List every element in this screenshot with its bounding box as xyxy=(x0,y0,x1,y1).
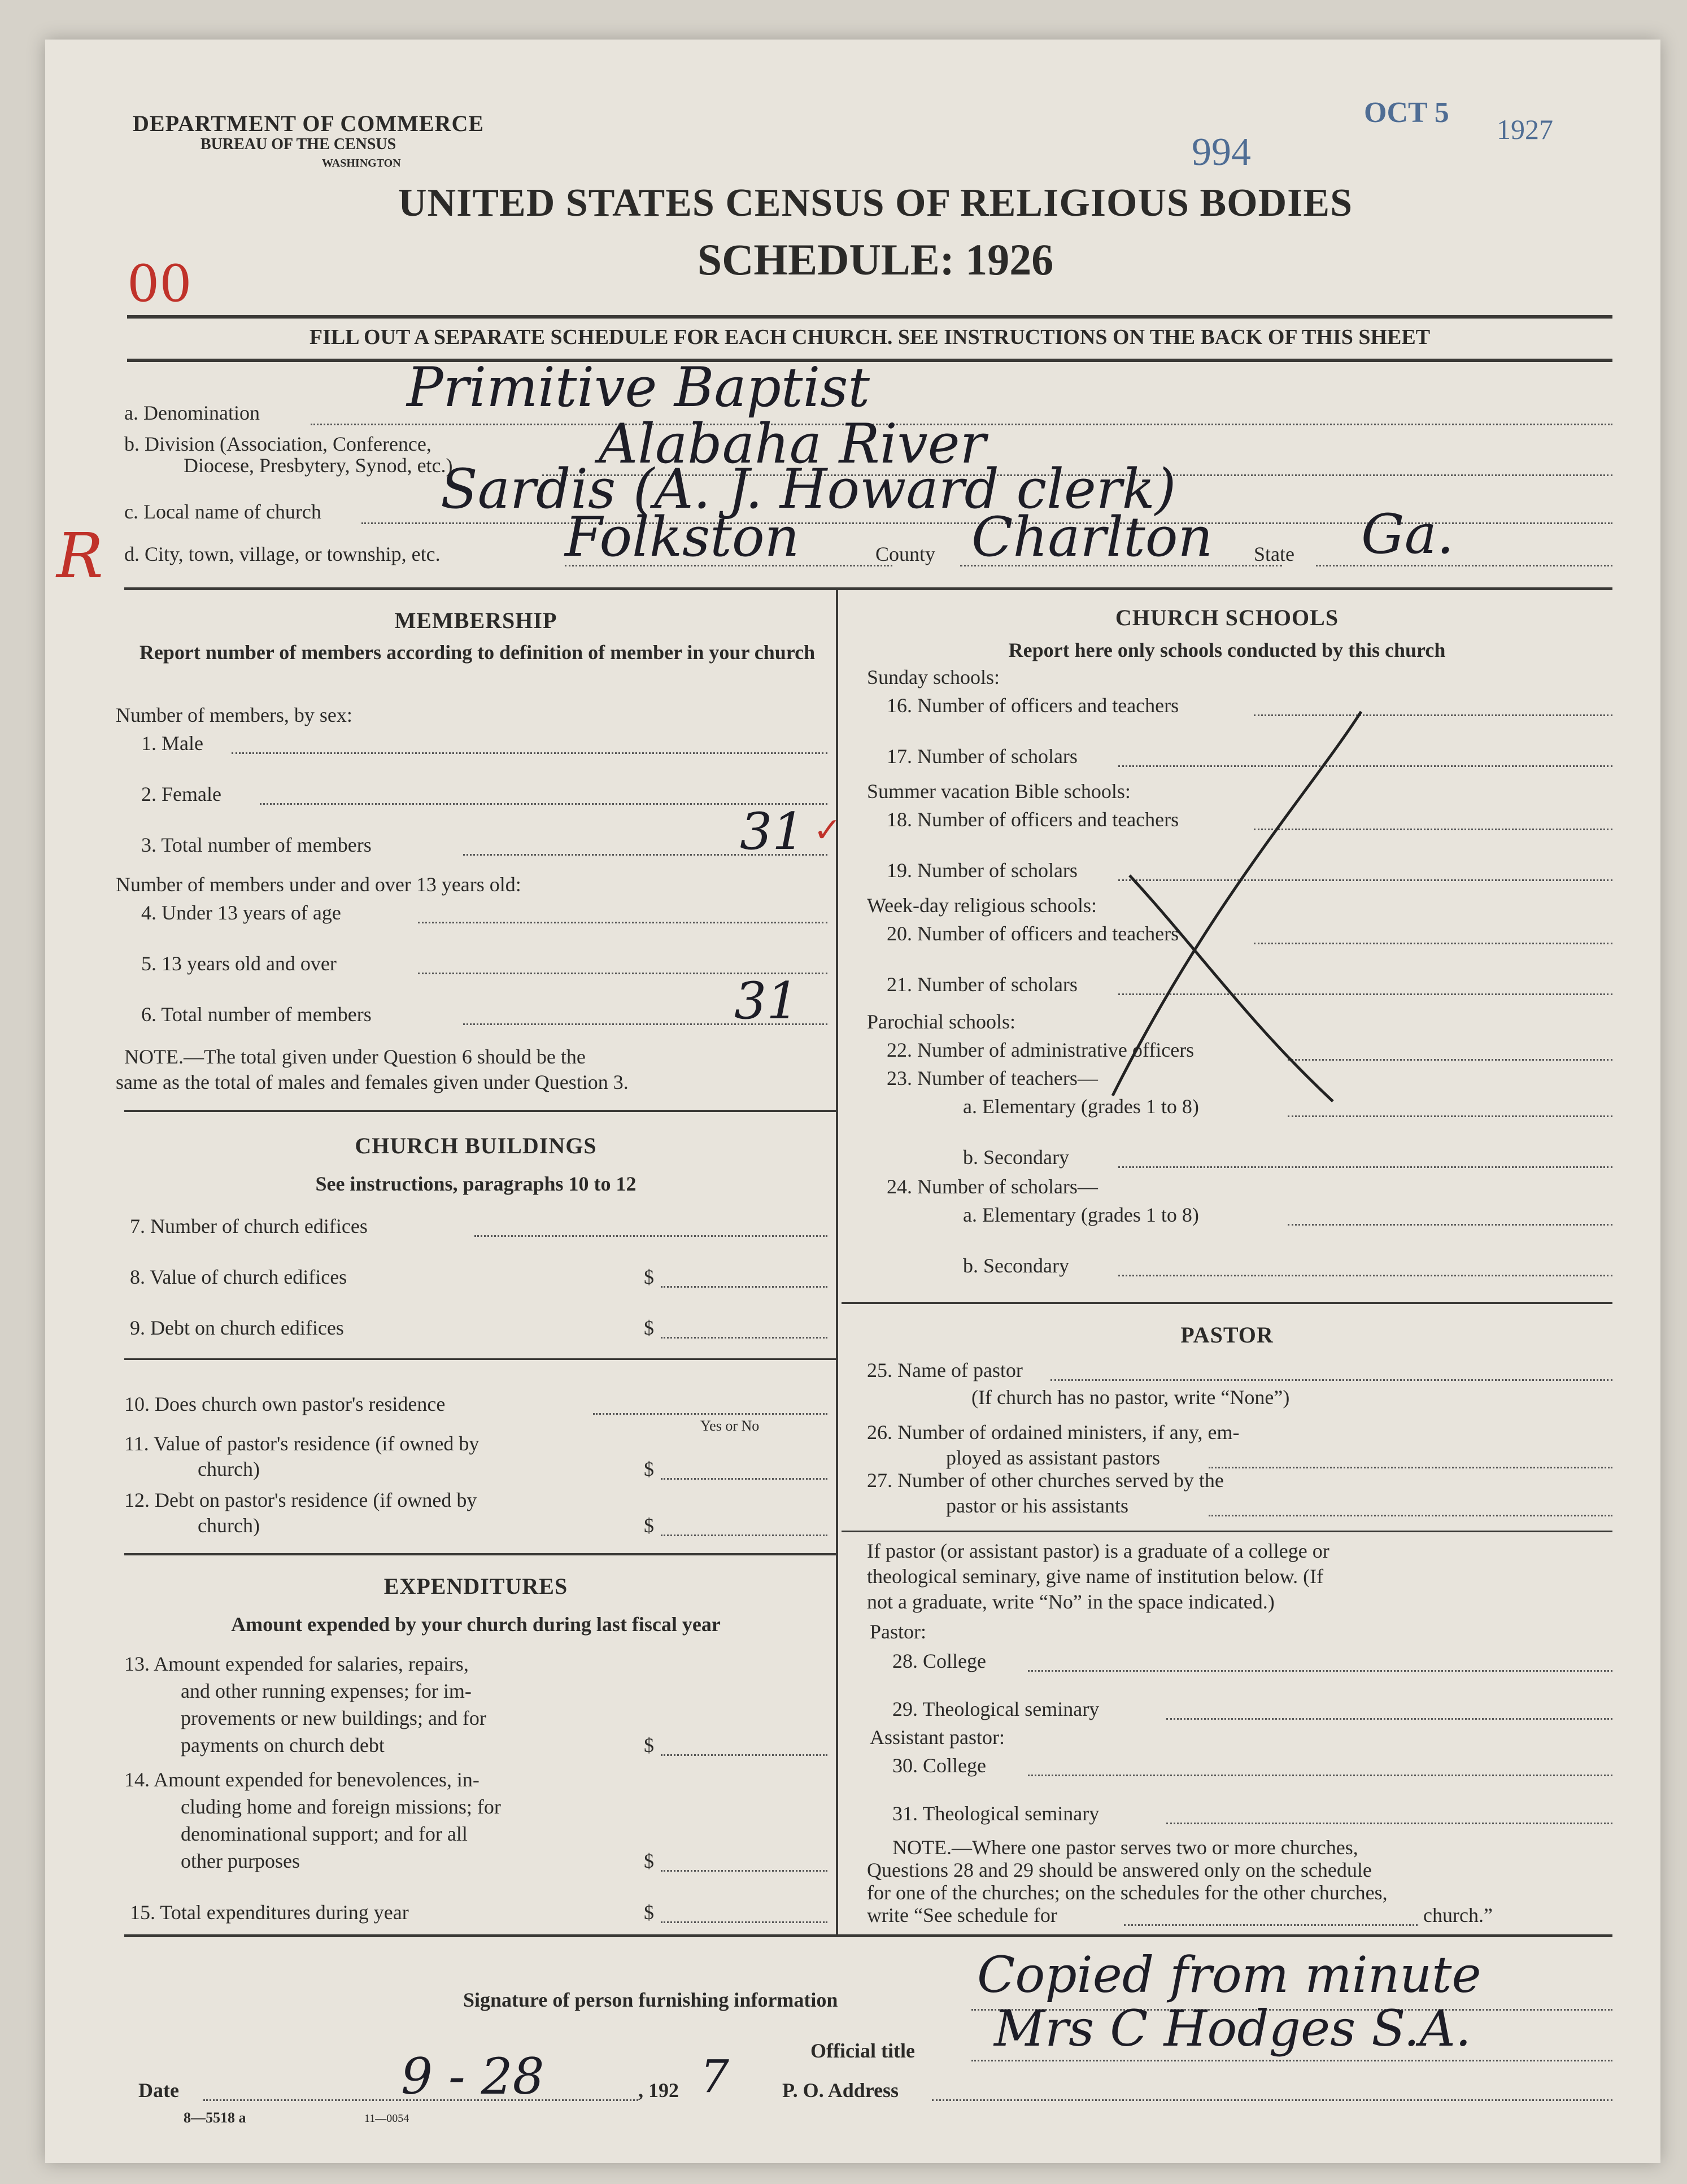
q24b-line xyxy=(1118,1275,1612,1276)
schools-rule xyxy=(842,1302,1612,1304)
q14-dollar: $ xyxy=(644,1850,654,1872)
q13-running-expenses: 13. Amount expended for salaries, repairs, xyxy=(124,1653,469,1675)
division-value: Alabaha River xyxy=(599,412,986,476)
city-label: d. City, town, village, or township, etc. xyxy=(124,543,441,565)
q29-pastor-seminary: 29. Theological seminary xyxy=(892,1698,1100,1720)
q14-line-3: denominational support; and for all xyxy=(181,1823,468,1845)
official-title-value: Mrs C Hodges S.A. xyxy=(994,1999,1471,2057)
q27-cont: pastor or his assistants xyxy=(946,1494,1128,1517)
state-value: Ga. xyxy=(1361,503,1454,566)
graduate-note-1: If pastor (or assistant pastor) is a graduate of a college or xyxy=(867,1540,1329,1562)
graduate-note-3: not a graduate, write “No” in the space indicated.) xyxy=(867,1590,1275,1613)
summer-schools-label: Summer vacation Bible schools: xyxy=(867,780,1131,803)
q1-male: 1. Male xyxy=(141,732,203,755)
q4-line xyxy=(418,922,827,923)
buildings-mid-rule xyxy=(124,1358,836,1360)
q5-13-and-over: 5. 13 years old and over xyxy=(141,952,337,975)
q8-dollar: $ xyxy=(644,1266,654,1288)
q8-line xyxy=(661,1286,827,1288)
buildings-subheading: See instructions, paragraphs 10 to 12 xyxy=(315,1172,637,1195)
q15-total-expenditures: 15. Total expenditures during year xyxy=(130,1901,409,1924)
q23b-secondary: b. Secondary xyxy=(963,1146,1069,1169)
q9-line xyxy=(661,1337,827,1339)
q24a-line xyxy=(1288,1224,1612,1226)
county-label: County xyxy=(875,543,936,565)
census-schedule-sheet xyxy=(45,40,1660,2163)
red-check-mark: ✓ xyxy=(813,810,842,850)
q1-line xyxy=(232,752,827,754)
q9-dollar: $ xyxy=(644,1316,654,1339)
expenditures-subheading: Amount expended by your church during last fiscal year xyxy=(231,1613,721,1636)
q30-line xyxy=(1028,1775,1612,1776)
date-label: Date xyxy=(138,2079,179,2102)
q23-teachers: 23. Number of teachers— xyxy=(887,1067,1098,1089)
q11-residence-value: 11. Value of pastor's residence (if owned by xyxy=(124,1432,479,1455)
po-address-line xyxy=(932,2099,1612,2101)
po-address-label: P. O. Address xyxy=(782,2079,899,2102)
division-label-cont: Diocese, Presbytery, Synod, etc.) xyxy=(184,454,453,477)
body-bottom-rule xyxy=(124,1934,1612,1937)
pastor-note-3: for one of the churches; on the schedules for the other churches, xyxy=(867,1881,1388,1904)
local-name-value: Sardis (A. J. Howard clerk) xyxy=(441,457,1176,521)
q10-line xyxy=(593,1413,827,1415)
q24b-secondary: b. Secondary xyxy=(963,1254,1069,1277)
q13-line-2: and other running expenses; for im- xyxy=(181,1680,472,1702)
red-initial-mark: R xyxy=(56,520,103,592)
q22-parochial-admin: 22. Number of administrative officers xyxy=(887,1039,1195,1061)
schedule-number-stamp: 994 xyxy=(1192,130,1251,174)
q9-edifice-debt: 9. Debt on church edifices xyxy=(130,1316,344,1339)
q23a-line xyxy=(1288,1115,1612,1117)
pastor-subsection-label: Pastor: xyxy=(870,1620,927,1643)
denomination-label: a. Denomination xyxy=(124,402,260,424)
q27-line xyxy=(1209,1515,1612,1516)
q7-edifices: 7. Number of church edifices xyxy=(130,1215,368,1237)
q11-dollar: $ xyxy=(644,1458,654,1480)
received-year-stamp: 1927 xyxy=(1497,114,1553,145)
instructions-bar: FILL OUT A SEPARATE SCHEDULE FOR EACH CHURCH. SEE INSTRUCTIONS ON THE BACK OF THIS SHEET xyxy=(309,325,1431,349)
q14-line-2: cluding home and foreign missions; for xyxy=(181,1795,501,1818)
q11-line xyxy=(661,1478,827,1480)
official-title-line xyxy=(971,2060,1612,2061)
q14-line xyxy=(661,1870,827,1872)
q26-cont: ployed as assistant pastors xyxy=(946,1446,1160,1469)
q13-line xyxy=(661,1754,827,1756)
schedule-title: SCHEDULE: 1926 xyxy=(697,235,1054,284)
members-by-age-label: Number of members under and over 13 years old: xyxy=(116,873,521,896)
schools-heading: CHURCH SCHOOLS xyxy=(1115,605,1339,630)
q18-summer-officers: 18. Number of officers and teachers xyxy=(887,808,1179,831)
graduate-note-2: theological seminary, give name of institution below. (If xyxy=(867,1565,1324,1588)
yes-or-no-hint: Yes or No xyxy=(700,1418,760,1434)
state-label: State xyxy=(1254,543,1294,565)
header-rule-top xyxy=(127,315,1612,319)
year-prefix: , 192 xyxy=(638,2079,679,2102)
membership-note-2: same as the total of males and females given under Question 3. xyxy=(116,1071,629,1093)
washington-line: WASHINGTON xyxy=(322,157,401,169)
q28-line xyxy=(1028,1670,1612,1672)
assistant-subsection-label: Assistant pastor: xyxy=(870,1726,1005,1749)
membership-heading: MEMBERSHIP xyxy=(394,608,557,633)
q17-sunday-scholars: 17. Number of scholars xyxy=(887,745,1078,768)
q15-line xyxy=(661,1921,827,1923)
q27-other-churches: 27. Number of other churches served by the xyxy=(867,1469,1224,1492)
pastor-note-5: church.” xyxy=(1423,1904,1493,1926)
q21-weekday-scholars: 21. Number of scholars xyxy=(887,973,1078,996)
q14-benevolences: 14. Amount expended for benevolences, in- xyxy=(124,1768,479,1791)
q14-line-4: other purposes xyxy=(181,1850,300,1872)
signature-value: Copied from minute xyxy=(977,1946,1481,2004)
buildings-rule xyxy=(124,1553,836,1555)
column-divider xyxy=(836,590,838,1937)
q29-line xyxy=(1166,1718,1612,1720)
county-value: Charlton xyxy=(971,505,1213,569)
date-value: 9 - 28 xyxy=(401,2047,544,2105)
q11-residence-value-cont: church) xyxy=(198,1458,260,1480)
q26-line xyxy=(1209,1467,1612,1468)
form-title: UNITED STATES CENSUS OF RELIGIOUS BODIES xyxy=(398,181,1353,225)
q25-note: (If church has no pastor, write “None”) xyxy=(971,1386,1290,1409)
q12-dollar: $ xyxy=(644,1514,654,1537)
see-schedule-line xyxy=(1124,1924,1418,1926)
parochial-schools-label: Parochial schools: xyxy=(867,1010,1015,1033)
schools-subheading: Report here only schools conducted by this church xyxy=(1008,639,1446,661)
members-by-sex-label: Number of members, by sex: xyxy=(116,704,352,726)
denomination-value: Primitive Baptist xyxy=(407,356,870,419)
q24a-elementary: a. Elementary (grades 1 to 8) xyxy=(963,1204,1199,1226)
q19-summer-scholars: 19. Number of scholars xyxy=(887,859,1078,882)
pastor-heading: PASTOR xyxy=(1180,1322,1274,1348)
pastor-note-4: write “See schedule for xyxy=(867,1904,1057,1926)
q8-edifice-value: 8. Value of church edifices xyxy=(130,1266,347,1288)
form-number: 8—5518 a xyxy=(184,2109,246,2126)
pastor-note-1: NOTE.—Where one pastor serves two or more churches, xyxy=(892,1836,1358,1859)
membership-rule xyxy=(124,1110,836,1112)
q7-line xyxy=(474,1235,827,1237)
weekday-schools-label: Week-day religious schools: xyxy=(867,894,1097,917)
signature-label: Signature of person furnishing information xyxy=(463,1989,838,2011)
city-value: Folkston xyxy=(565,505,800,569)
q25-line xyxy=(1050,1379,1612,1381)
q13-line-4: payments on church debt xyxy=(181,1734,385,1756)
membership-note-1: NOTE.—The total given under Question 6 should be the xyxy=(124,1045,586,1068)
buildings-heading: CHURCH BUILDINGS xyxy=(355,1133,597,1158)
state-line xyxy=(1316,565,1612,566)
q23b-line xyxy=(1118,1166,1612,1168)
q13-line-3: provements or new buildings; and for xyxy=(181,1707,486,1729)
q31-assistant-seminary: 31. Theological seminary xyxy=(892,1802,1100,1825)
bureau-line: BUREAU OF THE CENSUS xyxy=(200,136,396,153)
identity-rule xyxy=(124,587,1612,590)
department-line: DEPARTMENT OF COMMERCE xyxy=(133,111,485,136)
year-value: 7 xyxy=(700,2050,729,2103)
q31-line xyxy=(1166,1823,1612,1824)
q26-assistant-ministers: 26. Number of ordained ministers, if any, em- xyxy=(867,1421,1240,1444)
q12-residence-debt: 12. Debt on pastor's residence (if owned by xyxy=(124,1489,477,1511)
q20-weekday-officers: 20. Number of officers and teachers xyxy=(887,922,1179,945)
q25-pastor-name: 25. Name of pastor xyxy=(867,1359,1023,1381)
q15-dollar: $ xyxy=(644,1901,654,1924)
q30-assistant-college: 30. College xyxy=(892,1754,986,1777)
red-code-mark: 00 xyxy=(127,254,192,313)
q16-sunday-officers: 16. Number of officers and teachers xyxy=(887,694,1179,717)
q12-residence-debt-cont: church) xyxy=(198,1514,260,1537)
q24-scholars: 24. Number of scholars— xyxy=(887,1175,1098,1198)
received-date-stamp: OCT 5 xyxy=(1364,97,1449,129)
schools-crossout-mark xyxy=(1096,706,1378,1113)
division-label: b. Division (Association, Conference, xyxy=(124,433,431,455)
q13-dollar: $ xyxy=(644,1734,654,1756)
q12-line xyxy=(661,1535,827,1536)
q23a-elementary: a. Elementary (grades 1 to 8) xyxy=(963,1095,1199,1118)
q2-female: 2. Female xyxy=(141,783,221,805)
q10-owns-residence: 10. Does church own pastor's residence xyxy=(124,1393,446,1415)
q28-pastor-college: 28. College xyxy=(892,1650,986,1672)
q6-total: 6. Total number of members xyxy=(141,1003,372,1026)
q6-total-value: 31 xyxy=(734,971,799,1031)
membership-intro: Report number of members according to definition of member in your church xyxy=(139,641,816,664)
q3-total: 3. Total number of members xyxy=(141,834,372,856)
sunday-schools-label: Sunday schools: xyxy=(867,666,1000,688)
pastor-note-2: Questions 28 and 29 should be answered only on the schedule xyxy=(867,1859,1372,1881)
expenditures-heading: EXPENDITURES xyxy=(383,1573,568,1599)
pastor-mid-rule xyxy=(842,1531,1612,1532)
official-title-label: Official title xyxy=(810,2039,915,2062)
print-number: 11—0054 xyxy=(364,2112,409,2125)
q4-under-13: 4. Under 13 years of age xyxy=(141,901,341,924)
local-name-label: c. Local name of church xyxy=(124,500,321,523)
q3-total-value: 31 xyxy=(740,802,805,861)
